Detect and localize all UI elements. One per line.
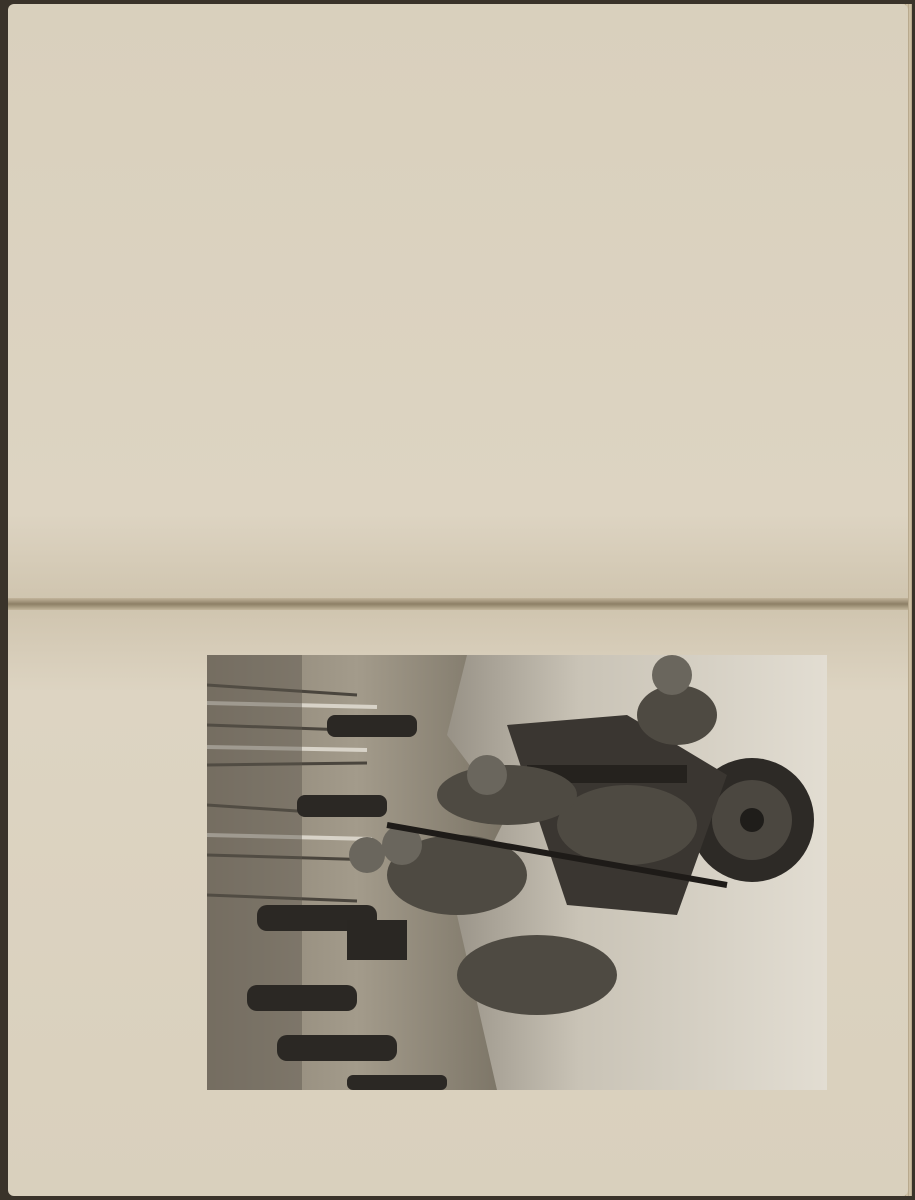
page-33-body: [28, 630, 168, 1150]
soldiers-pushing-gun-photo: [207, 655, 827, 1090]
book-gutter: [8, 598, 908, 610]
page-32-body: [110, 28, 900, 598]
